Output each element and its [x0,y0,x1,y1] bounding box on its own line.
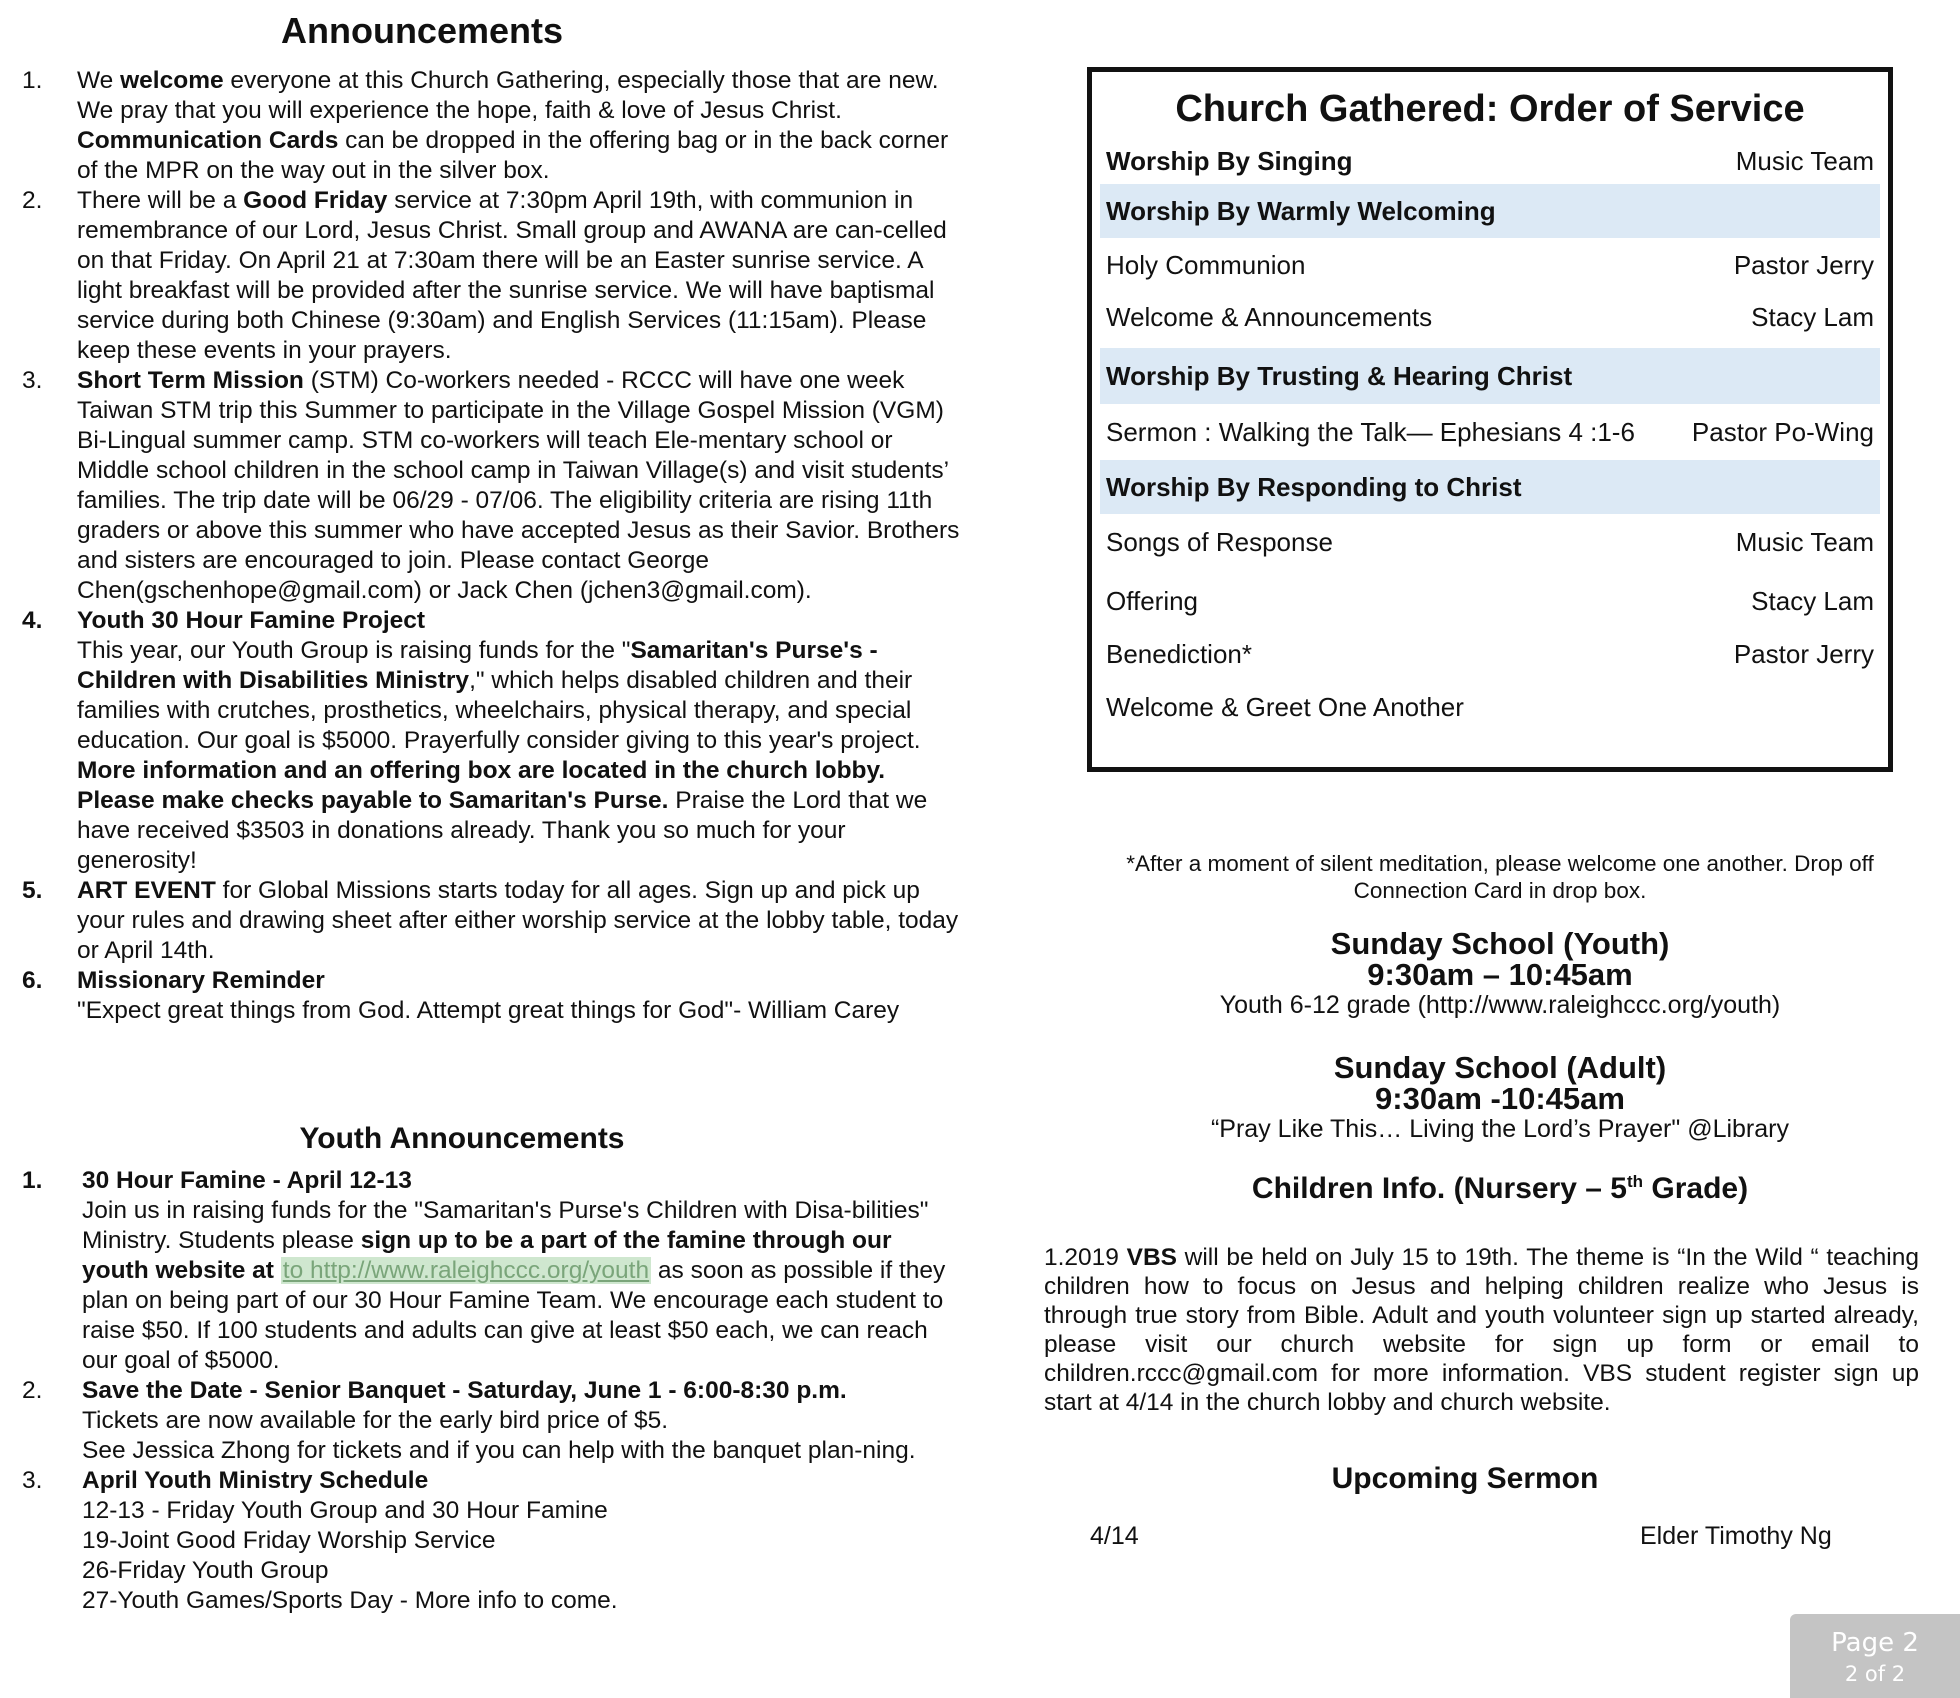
text-bold: Good Friday [243,187,388,214]
service-row [1100,676,1880,738]
upcoming-sermon-date: 4/14 [1090,1522,1139,1550]
item-number: 1. [22,67,43,94]
item-number: 3. [22,1467,43,1494]
item-heading: Save the Date - Senior Banquet - Saturday, June 1 - 6:00-8:30 p.m. [82,1377,847,1404]
text: See Jessica Zhong for tickets and if you can help with the banquet plan-ning. [82,1437,916,1464]
announcements-title: Announcements [280,10,564,51]
text: "Expect great things from God. Attempt great things for God"- William Carey [77,997,900,1024]
sunday-school-youth-time: 9:30am – 10:45am [1367,957,1633,992]
service-item: Holy Communion [1106,249,1306,280]
item-heading: Missionary Reminder [77,967,325,994]
text: th [1627,1172,1644,1191]
schedule-line: 19-Joint Good Friday Worship Service [82,1527,496,1554]
service-item: Welcome & Announcements [1106,301,1433,332]
text-bold: welcome [120,67,224,94]
item-heading: 30 Hour Famine - April 12-13 [82,1167,412,1194]
announcement-item-1 [22,66,962,186]
announcement-item-3 [22,366,962,606]
text: ," which helps disabled children and their families with crutches, prosthetics, wheelchairs, physical therapy, and special education. Our goal is $5000. Prayerfully consider giving to this year's project. [77,667,921,754]
service-row [1100,570,1880,632]
service-leader: Stacy Lam [1751,585,1874,616]
service-leader: Music Team [1735,146,1874,176]
schedule-line: 12-13 - Friday Youth Group and 30 Hour Famine [82,1497,608,1524]
text-bold: ART EVENT [77,877,216,904]
page-label: Page 2 [1831,1628,1919,1658]
text: Join us in raising funds for the "Samaritan's Purse's Children with Disa-bilities" Ministry. Students please [82,1197,929,1254]
text: for Global Missions starts today for all ages. Sign up and pick up your rules and drawing sheet after either worship service at the lobby table, today or April 14th. [77,877,959,964]
schedule-line: 27-Youth Games/Sports Day - More info to come. [82,1587,618,1614]
service-item: Sermon : Walking the Talk— Ephesians 4 :1-6 [1106,416,1635,447]
youth-announcements-list [22,1166,962,1616]
youth-item-1 [22,1166,962,1376]
service-leader: Music Team [1735,526,1874,557]
children-info-title [1100,1172,1900,1206]
youth-announcements-title: Youth Announcements [299,1122,625,1155]
text: Tickets are now available for the early bird price of $5. [82,1407,669,1434]
service-item: Benediction* [1106,638,1252,669]
text: everyone at this Church Gathering, especially those that are new. We pray that you will experience the hope, faith & love of Jesus Christ. [77,67,939,124]
text: Grade) [1643,1172,1749,1205]
sunday-school-adult [1100,1052,1900,1144]
page-indicator [1790,1614,1960,1698]
service-row [1100,404,1880,460]
item-number: 4. [22,607,43,634]
sunday-school-youth-title: Sunday School (Youth) [1330,926,1670,961]
text: as soon as possible if they plan on being part of our 30 Hour Famine Team. We encourage each student to raise $50. If 100 students and adults can give at least $50 each, we can reach our goal of $5000. [82,1257,946,1374]
announcements-section [22,0,962,1026]
item-heading: April Youth Ministry Schedule [82,1467,429,1494]
announcement-item-2 [22,186,962,366]
service-leader: Pastor Po-Wing [1691,416,1874,447]
item-number: 5. [22,877,43,904]
announcement-item-4 [22,606,962,876]
item-number: 1. [22,1167,43,1194]
service-item: Songs of Response [1106,526,1333,557]
announcements-list [22,66,962,1026]
youth-announcements-section [22,1122,962,1616]
service-leader: Pastor Jerry [1733,638,1874,669]
item-number: 2. [22,1377,43,1404]
sunday-school-youth [1100,928,1900,1020]
order-of-service-box [1087,67,1893,772]
text-bold: sign up to be a part of the famine through our youth website at [82,1227,892,1284]
item-heading: Youth 30 Hour Famine Project [77,607,426,634]
order-of-service-title: Church Gathered: Order of Service [1175,88,1805,130]
youth-item-2 [22,1376,962,1466]
service-section-band [1100,348,1880,404]
text: This year, our Youth Group is raising funds for the " [77,637,631,664]
text: 1.2019 [1044,1244,1127,1271]
sunday-school-adult-time: 9:30am -10:45am [1375,1081,1625,1116]
text: We [77,67,121,94]
service-leader: Stacy Lam [1751,301,1874,332]
service-section: Worship By Responding to Christ [1106,471,1522,502]
service-section-band [1100,460,1880,514]
service-section: Worship By Warmly Welcoming [1106,195,1496,226]
service-item: Worship By Singing [1106,146,1353,176]
text-bold: Short Term Mission [77,367,304,394]
text: service at 7:30pm April 19th, with communion in remembrance of our Lord, Jesus Christ. Small group and AWANA are can-celled on that Friday. On April 21 at 7:30am there will be an Easter sunrise service. A light breakfast will be provided after the sunrise service. We will have baptismal service during both Chinese (9:30am) and English Services (11:15am). Please keep these events in your prayers. [77,187,947,364]
youth-item-3 [22,1466,962,1616]
upcoming-sermon-speaker: Elder Timothy Ng [1640,1522,1832,1550]
service-row [1100,632,1880,676]
text: (STM) Co-workers needed - RCCC will have one week Taiwan STM trip this Summer to participate in the Village Gospel Mission (VGM) Bi-Lingual summer camp. STM co-workers will teach Ele-mentary school or Middle school children in the school camp in Taiwan Village(s) and visit students’ families. The trip date will be 06/29 - 07/06. The eligibility criteria are rising 11th graders or above this summer who have accepted Jesus as their Savior. Brothers and sisters are encouraged to join. Please contact George Chen(gschenhope@gmail.com) or Jack Chen (jchen3@gmail.com). [77,367,960,604]
announcement-item-6 [22,966,962,1026]
text-bold: More information and an offering box are located in the church lobby. Please make checks payable to Samaritan's Purse. [77,757,886,814]
text-bold: Samaritan's Purse's - Children with Disabilities Ministry [77,637,878,694]
sunday-school-adult-title: Sunday School (Adult) [1333,1050,1667,1085]
meditation-note: *After a moment of silent meditation, please welcome one another. Drop off Connection Card in drop box. [1126,851,1874,903]
children-info-body [1044,1243,1919,1417]
upcoming-sermon-title: Upcoming Sermon [1331,1462,1599,1495]
schedule-line: 26-Friday Youth Group [82,1557,329,1584]
youth-website-link[interactable]: to http://www.raleighccc.org/youth [282,1257,650,1284]
text: can be dropped in the offering bag or in the back corner of the MPR on the way out in the silver box. [77,127,949,184]
text: will be held on July 15 to 19th. The theme is “In the Wild “ teaching children how to focus on Jesus and helping children realize who Jesus is through true story from Bible. Adult and youth volunteer sign up started already, please visit our church website for sign up form or email to children.rccc@gmail.com for more information. VBS student register sign up start at 4/14 in the church lobby and church website. [1044,1244,1919,1416]
text-bold: Communication Cards [77,127,339,154]
service-item: Welcome & Greet One Another [1106,691,1464,722]
service-row [1100,292,1880,342]
text-bold: VBS [1126,1244,1177,1271]
text: Children Info. (Nursery – 5 [1251,1172,1627,1205]
sunday-school-adult-detail: “Pray Like This… Living the Lord’s Prayer" @Library [1210,1115,1789,1143]
item-number: 2. [22,187,43,214]
text: Praise the Lord that we have received $3503 in donations already. Thank you so much for your generosity! [77,787,928,874]
item-number: 6. [22,967,43,994]
text: There will be a [77,187,244,214]
service-leader: Pastor Jerry [1733,249,1874,280]
service-section-band [1100,184,1880,238]
announcement-item-5 [22,876,962,966]
item-number: 3. [22,367,43,394]
sunday-school-youth-detail: Youth 6-12 grade (http://www.raleighccc.org/youth) [1219,991,1781,1019]
page-count: 2 of 2 [1844,1662,1906,1686]
service-row [1100,139,1880,184]
service-row [1100,514,1880,570]
service-section: Worship By Trusting & Hearing Christ [1106,360,1573,391]
service-row [1100,238,1880,292]
service-item: Offering [1106,585,1199,616]
